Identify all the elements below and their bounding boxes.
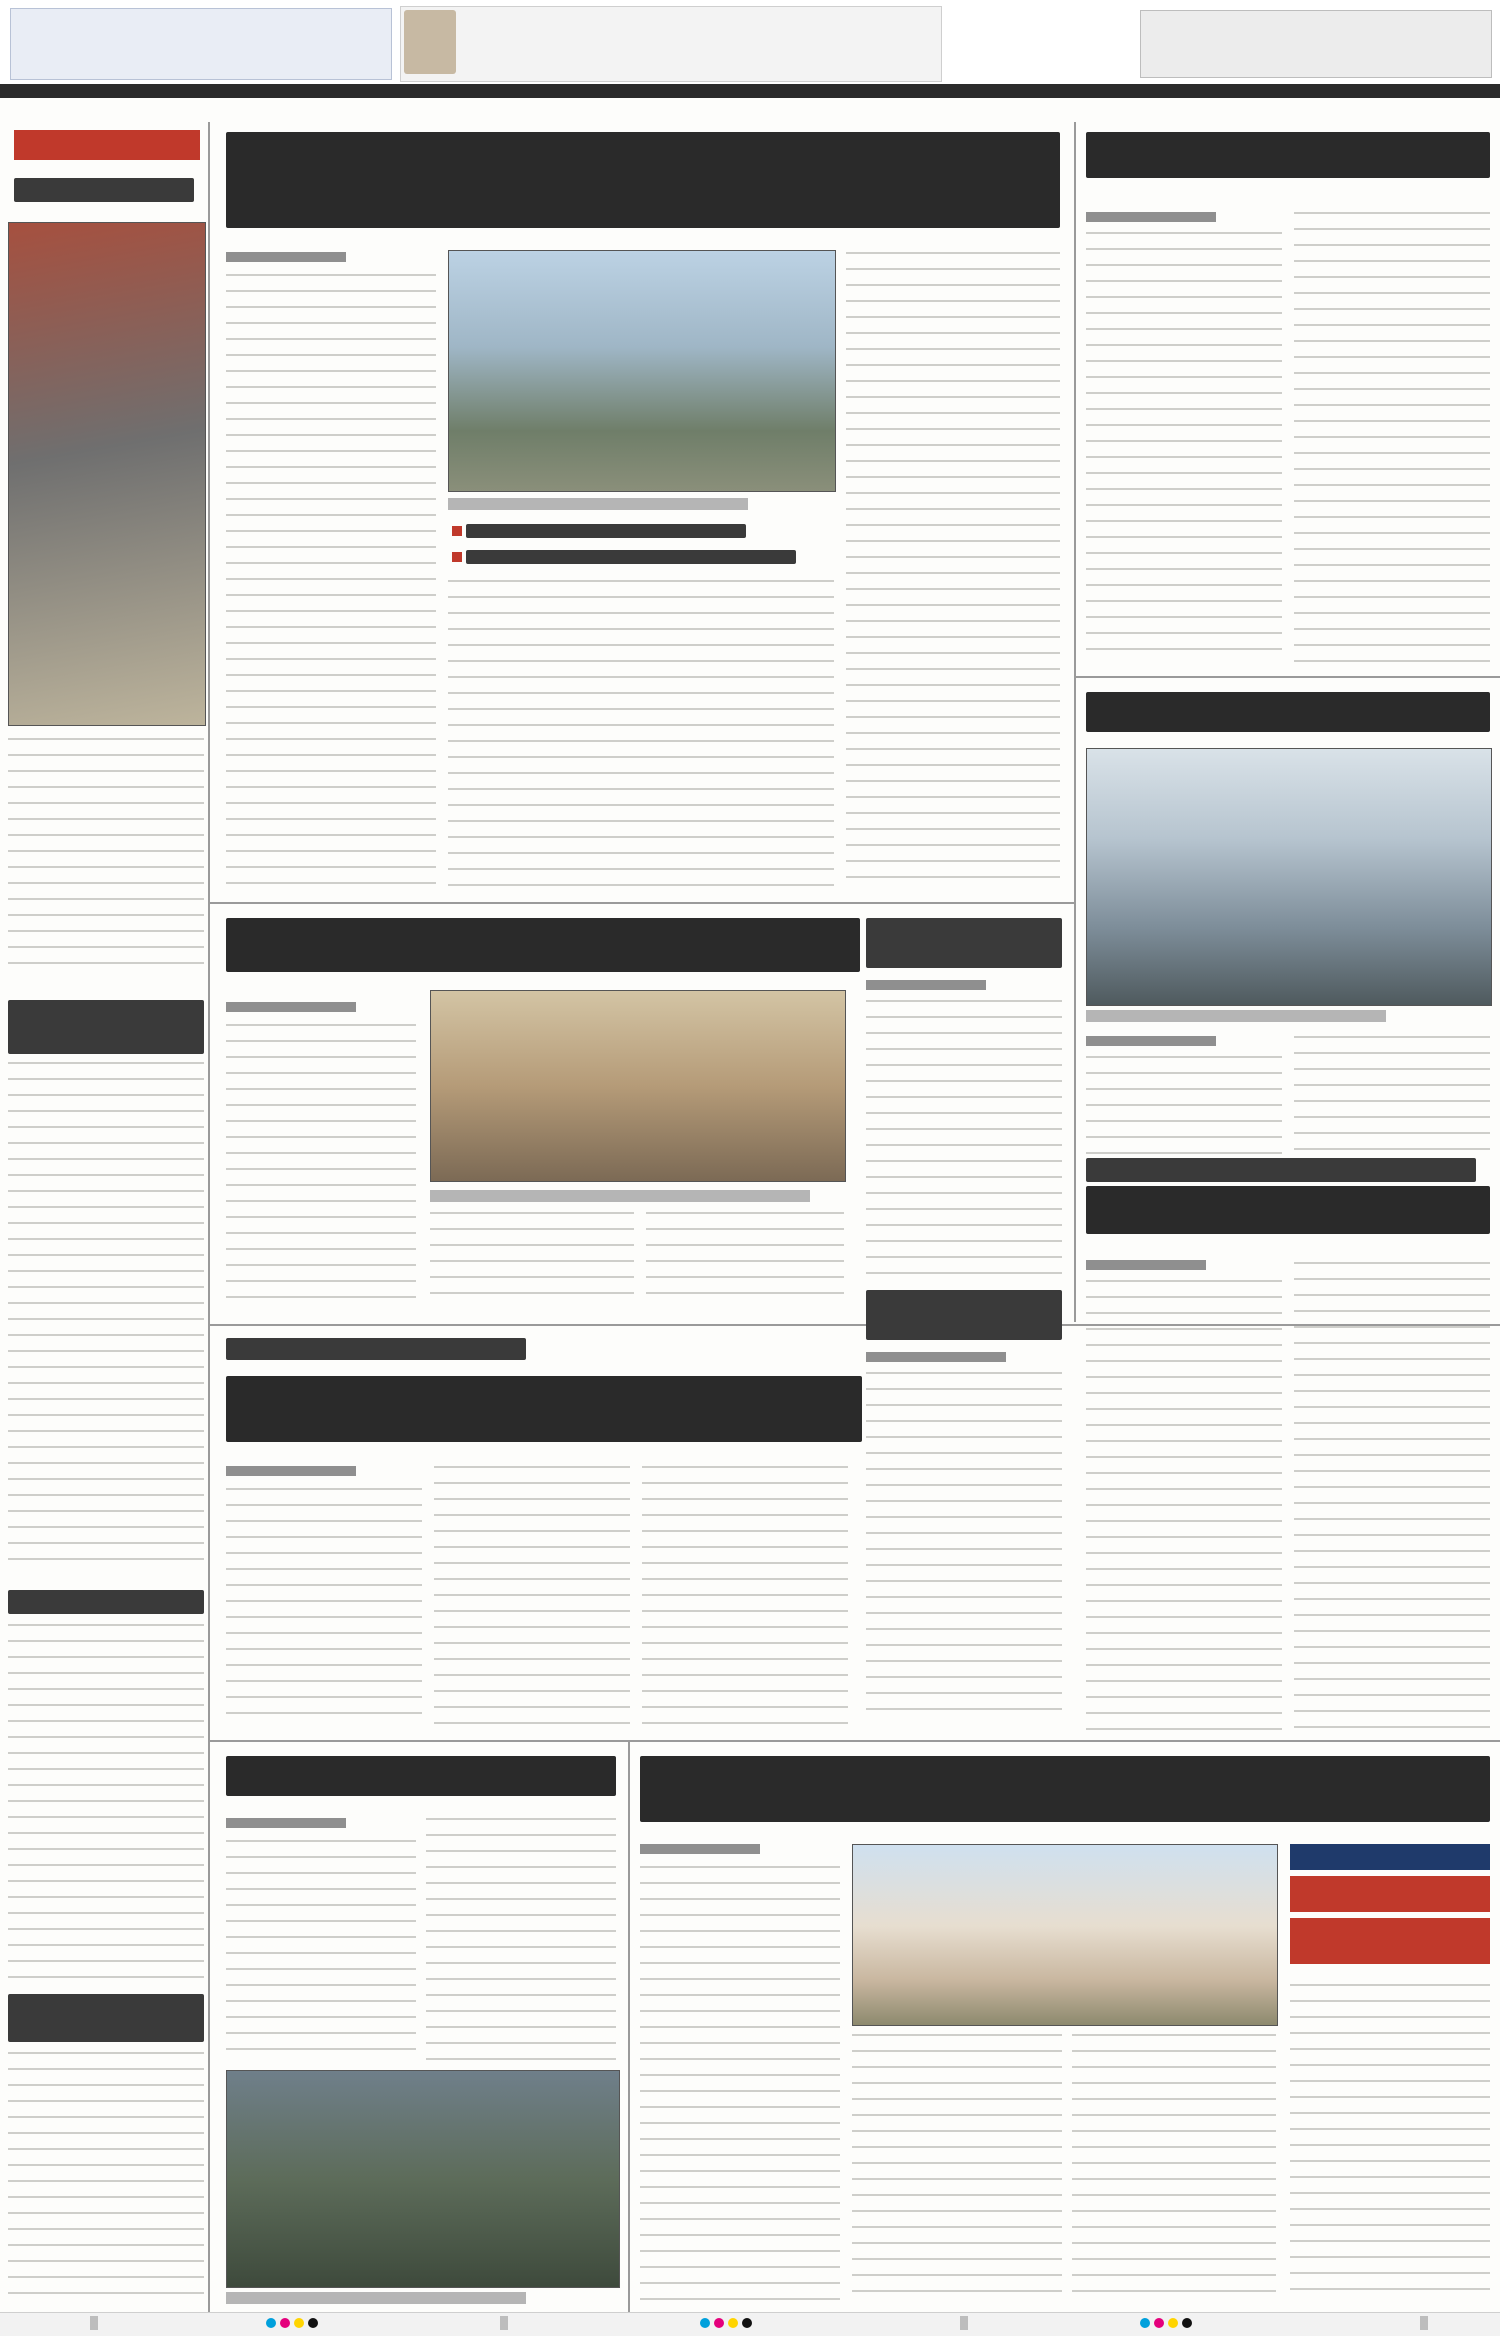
- black-dot: [1182, 2318, 1192, 2328]
- appeal-body: [640, 1866, 840, 2304]
- digital-vehicle-body: [1086, 1056, 1282, 1156]
- appeal-body: [1290, 1984, 1490, 2304]
- section-rule: [1074, 676, 1500, 678]
- exam-body: [434, 1466, 630, 1724]
- hill-photo: [448, 250, 836, 492]
- lead-dateline: [226, 252, 346, 262]
- lead-headline: [226, 132, 1060, 228]
- workers-body: [226, 1840, 416, 2060]
- workers-headline: [226, 1756, 616, 1796]
- appeal-body: [852, 2034, 1062, 2304]
- section-rule: [210, 902, 1074, 904]
- masthead-logo: [10, 8, 392, 80]
- page-section-label: [1140, 10, 1492, 78]
- brief-body: [8, 1624, 204, 1978]
- bus-photo: [1086, 748, 1492, 1006]
- magenta-dot: [280, 2318, 290, 2328]
- quote-portrait: [404, 10, 456, 74]
- brief-headline: [14, 178, 194, 202]
- workers-body: [426, 1818, 616, 2060]
- yellow-dot: [294, 2318, 304, 2328]
- register-mark: [960, 2316, 968, 2330]
- brief-headline: [8, 1994, 204, 2042]
- lead-body: [448, 580, 834, 886]
- cyan-dot: [1140, 2318, 1150, 2328]
- magenta-dot: [714, 2318, 724, 2328]
- soil-body: [430, 1212, 634, 1306]
- murder-headline: [1086, 1186, 1490, 1234]
- dowry-body: [1294, 212, 1490, 664]
- column-rule: [628, 1740, 630, 2312]
- murder-body: [1294, 1262, 1490, 1734]
- brief-body: [8, 1062, 204, 1570]
- soil-dateline: [226, 1002, 356, 1012]
- brief-headline: [8, 1590, 204, 1614]
- temple-headline: [866, 1290, 1062, 1340]
- lead-body: [846, 252, 1060, 886]
- exam-body: [226, 1488, 422, 1724]
- temple-dateline: [866, 1352, 1006, 1362]
- digital-vehicle-headline: [1086, 692, 1490, 732]
- workers-dateline: [226, 1818, 346, 1828]
- dowry-dateline: [1086, 212, 1216, 222]
- yellow-dot: [1168, 2318, 1178, 2328]
- lead-highlight: [466, 550, 796, 564]
- dowry-headline: [1086, 132, 1490, 178]
- bus-photo-caption: [1086, 1010, 1386, 1022]
- accident-dateline: [866, 980, 986, 990]
- appeal-headline: [640, 1756, 1490, 1822]
- cyan-dot: [266, 2318, 276, 2328]
- register-mark: [90, 2316, 98, 2330]
- workers-photo-caption: [226, 2292, 526, 2304]
- exam-kicker: [226, 1338, 526, 1360]
- soil-body: [646, 1212, 844, 1306]
- register-mark: [1420, 2316, 1428, 2330]
- murder-dateline: [1086, 1260, 1206, 1270]
- black-dot: [742, 2318, 752, 2328]
- award-photo: [430, 990, 846, 1182]
- university-label-box: [1290, 1844, 1490, 1870]
- university-photo: [852, 1844, 1278, 2026]
- award-photo-caption: [430, 1190, 810, 1202]
- date-bar: [0, 84, 1500, 98]
- bullet-icon: [452, 552, 462, 562]
- column-rule: [208, 122, 210, 2312]
- register-mark: [500, 2316, 508, 2330]
- soil-body: [226, 1024, 416, 1304]
- lead-highlight: [466, 524, 746, 538]
- truck-photo: [8, 222, 206, 726]
- section-rule: [210, 1740, 1500, 1742]
- black-dot: [308, 2318, 318, 2328]
- yellow-dot: [728, 2318, 738, 2328]
- lead-body: [226, 274, 436, 886]
- appeal-body: [1072, 2034, 1276, 2304]
- brief-section-tag: [14, 130, 200, 160]
- brief-body: [8, 2052, 204, 2308]
- digital-vehicle-dateline: [1086, 1036, 1216, 1046]
- dowry-body: [1086, 232, 1282, 664]
- callout-box: [1290, 1918, 1490, 1964]
- accident-body: [866, 1000, 1062, 1274]
- hill-photo-caption: [448, 498, 748, 510]
- cyan-dot: [700, 2318, 710, 2328]
- workers-group-photo: [226, 2070, 620, 2288]
- exam-body: [642, 1466, 848, 1724]
- appeal-dateline: [640, 1844, 760, 1854]
- callout-box: [1290, 1876, 1490, 1912]
- soil-headline: [226, 918, 860, 972]
- exam-dateline: [226, 1466, 356, 1476]
- murder-body: [1086, 1280, 1282, 1734]
- mobile-kicker: [1086, 1158, 1476, 1182]
- quote-box: [400, 6, 942, 82]
- exam-headline: [226, 1376, 862, 1442]
- bullet-icon: [452, 526, 462, 536]
- column-rule: [1074, 122, 1076, 1322]
- digital-vehicle-body: [1294, 1036, 1490, 1156]
- brief-headline: [8, 1000, 204, 1054]
- brief-body: [8, 738, 204, 978]
- accident-headline: [866, 918, 1062, 968]
- magenta-dot: [1154, 2318, 1164, 2328]
- temple-body: [866, 1372, 1062, 1724]
